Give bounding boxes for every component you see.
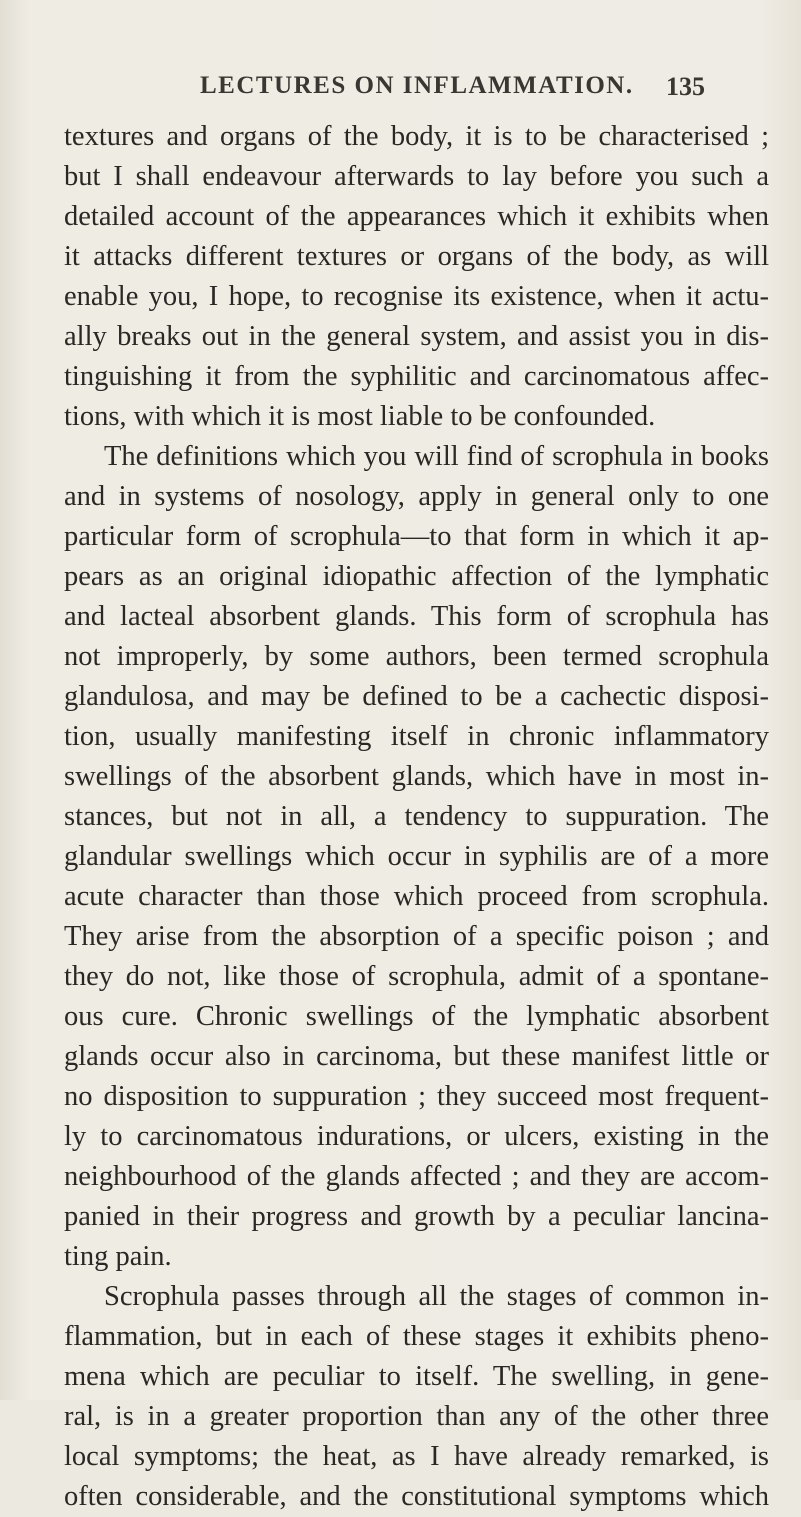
text-line: They arise from the absorption of a specific poison ; and bbox=[64, 921, 769, 952]
text-line: local symptoms; the heat, as I have already remarked, is bbox=[64, 1441, 769, 1472]
text-line: swellings of the absorbent glands, which have in most in- bbox=[64, 761, 769, 792]
text-line: it attacks different textures or organs of the body, as will bbox=[64, 241, 769, 272]
text-line: The definitions which you will find of scrophula in books bbox=[104, 441, 769, 472]
text-line: neighbourhood of the glands affected ; and they are accom- bbox=[64, 1161, 769, 1192]
text-line: ral, is in a greater proportion than any of the other three bbox=[64, 1401, 769, 1432]
text-line: ly to carcinomatous indurations, or ulcers, existing in the bbox=[64, 1121, 769, 1152]
body-text bbox=[64, 117, 769, 1517]
text-line: enable you, I hope, to recognise its existence, when it actu- bbox=[64, 281, 769, 312]
text-line: glands occur also in carcinoma, but these manifest little or bbox=[64, 1041, 769, 1072]
text-line: particular form of scrophula—to that form in which it ap- bbox=[64, 521, 769, 552]
text-line: no disposition to suppuration ; they succeed most frequent- bbox=[64, 1081, 769, 1112]
page-header bbox=[200, 72, 705, 112]
text-line: pears as an original idiopathic affection of the lymphatic bbox=[64, 561, 769, 592]
text-line: detailed account of the appearances which it exhibits when bbox=[64, 201, 769, 232]
running-title: LECTURES ON INFLAMMATION. bbox=[200, 72, 634, 99]
page-number: 135 bbox=[666, 72, 705, 101]
text-line: textures and organs of the body, it is to be characterised ; bbox=[64, 121, 769, 152]
text-line: ous cure. Chronic swellings of the lymphatic absorbent bbox=[64, 1001, 769, 1032]
text-line: and in systems of nosology, apply in general only to one bbox=[64, 481, 769, 512]
text-line: stances, but not in all, a tendency to suppuration. The bbox=[64, 801, 769, 832]
text-line: tions, with which it is most liable to be confounded. bbox=[64, 401, 656, 432]
text-line: not improperly, by some authors, been termed scrophula bbox=[64, 641, 769, 672]
text-line: but I shall endeavour afterwards to lay before you such a bbox=[64, 161, 769, 192]
text-line: ally breaks out in the general system, and assist you in dis- bbox=[64, 321, 769, 352]
text-line: mena which are peculiar to itself. The swelling, in gene- bbox=[64, 1361, 769, 1392]
text-line: ting pain. bbox=[64, 1241, 172, 1272]
text-line: acute character than those which proceed from scrophula. bbox=[64, 881, 769, 912]
text-line: often considerable, and the constitutional symptoms which bbox=[64, 1481, 769, 1512]
text-line: tinguishing it from the syphilitic and carcinomatous affec- bbox=[64, 361, 769, 392]
text-line: tion, usually manifesting itself in chronic inflammatory bbox=[64, 721, 769, 752]
text-line: Scrophula passes through all the stages of common in- bbox=[104, 1281, 769, 1312]
text-line: panied in their progress and growth by a peculiar lancina- bbox=[64, 1201, 769, 1232]
text-line: and lacteal absorbent glands. This form of scrophula has bbox=[64, 601, 769, 632]
text-line: flammation, but in each of these stages it exhibits pheno- bbox=[64, 1321, 769, 1352]
text-line: glandular swellings which occur in syphilis are of a more bbox=[64, 841, 769, 872]
text-line: they do not, like those of scrophula, admit of a spontane- bbox=[64, 961, 769, 992]
text-line: glandulosa, and may be defined to be a cachectic disposi- bbox=[64, 681, 769, 712]
